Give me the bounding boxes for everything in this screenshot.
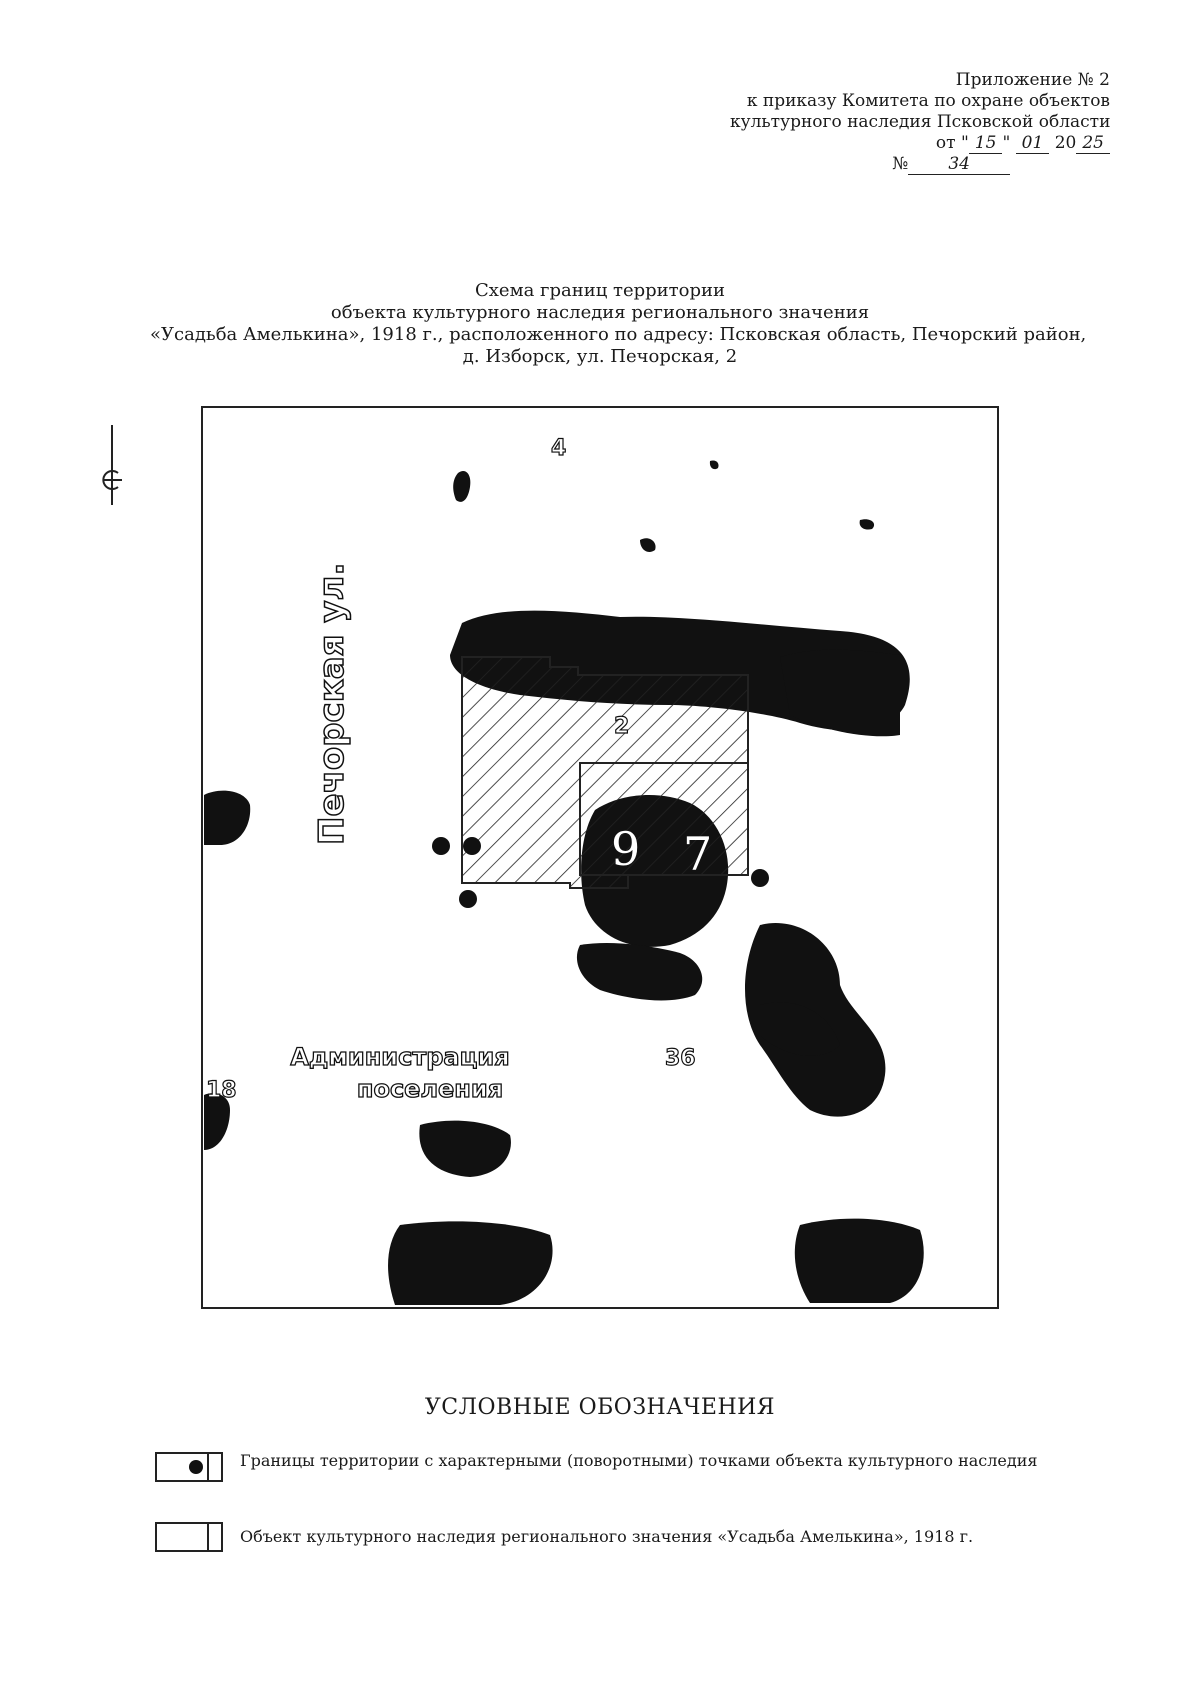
- order-line: к приказу Комитета по охране объектов: [746, 91, 1110, 111]
- order-date: от " 15 " 01 20 25: [730, 133, 1110, 154]
- title-line-4: д. Изборск, ул. Печорская, 2: [462, 346, 738, 367]
- date-month: 01: [1016, 133, 1050, 154]
- title-line-2: объекта культурного наследия регионального значения: [330, 302, 870, 323]
- admin-label-line-1: Администрация: [290, 1043, 510, 1071]
- boundary-point-icon: [155, 1452, 223, 1482]
- turning-point: [432, 837, 450, 855]
- date-year: 25: [1076, 133, 1110, 154]
- heritage-object-icon: [155, 1522, 223, 1552]
- house-number-2: 2: [614, 714, 630, 739]
- street-label: Печорская ул.: [312, 562, 352, 845]
- house-number-9: 9: [611, 822, 641, 876]
- scheme-title: [150, 280, 1087, 368]
- legend-text-boundary: Границы территории с характерными (поворотными) точками объекта культурного наследия: [240, 1451, 1038, 1470]
- house-number-18: 18: [206, 1078, 237, 1103]
- date-day: 15: [969, 133, 1003, 154]
- house-number-36: 36: [665, 1046, 696, 1071]
- site-map: [200, 405, 1000, 1310]
- appendix-number: Приложение № 2: [955, 70, 1110, 90]
- legend-text-object: Объект культурного наследия регионального значения «Усадьба Амелькина», 1918 г.: [240, 1527, 974, 1546]
- title-line-3: «Усадьба Амелькина», 1918 г., расположенного по адресу: Псковская область, Печорский район,: [150, 324, 1087, 345]
- committee-line: культурного наследия Псковской области: [730, 112, 1111, 132]
- admin-label-line-2: поселения: [356, 1075, 504, 1103]
- turning-point: [463, 837, 481, 855]
- order-reference: [730, 70, 1110, 175]
- order-number: № 34: [730, 154, 1110, 175]
- house-number-4: 4: [551, 436, 567, 461]
- turning-point: [751, 869, 769, 887]
- turning-point: [459, 890, 477, 908]
- order-number-value: 34: [908, 154, 1010, 175]
- house-number-6: 6: [788, 868, 808, 903]
- house-number-7: 7: [683, 827, 713, 881]
- title-line-1: Схема границ территории: [475, 280, 725, 301]
- legend-title: УСЛОВНЫЕ ОБОЗНАЧЕНИЯ: [424, 1395, 776, 1420]
- north-arrow-icon: [92, 425, 132, 505]
